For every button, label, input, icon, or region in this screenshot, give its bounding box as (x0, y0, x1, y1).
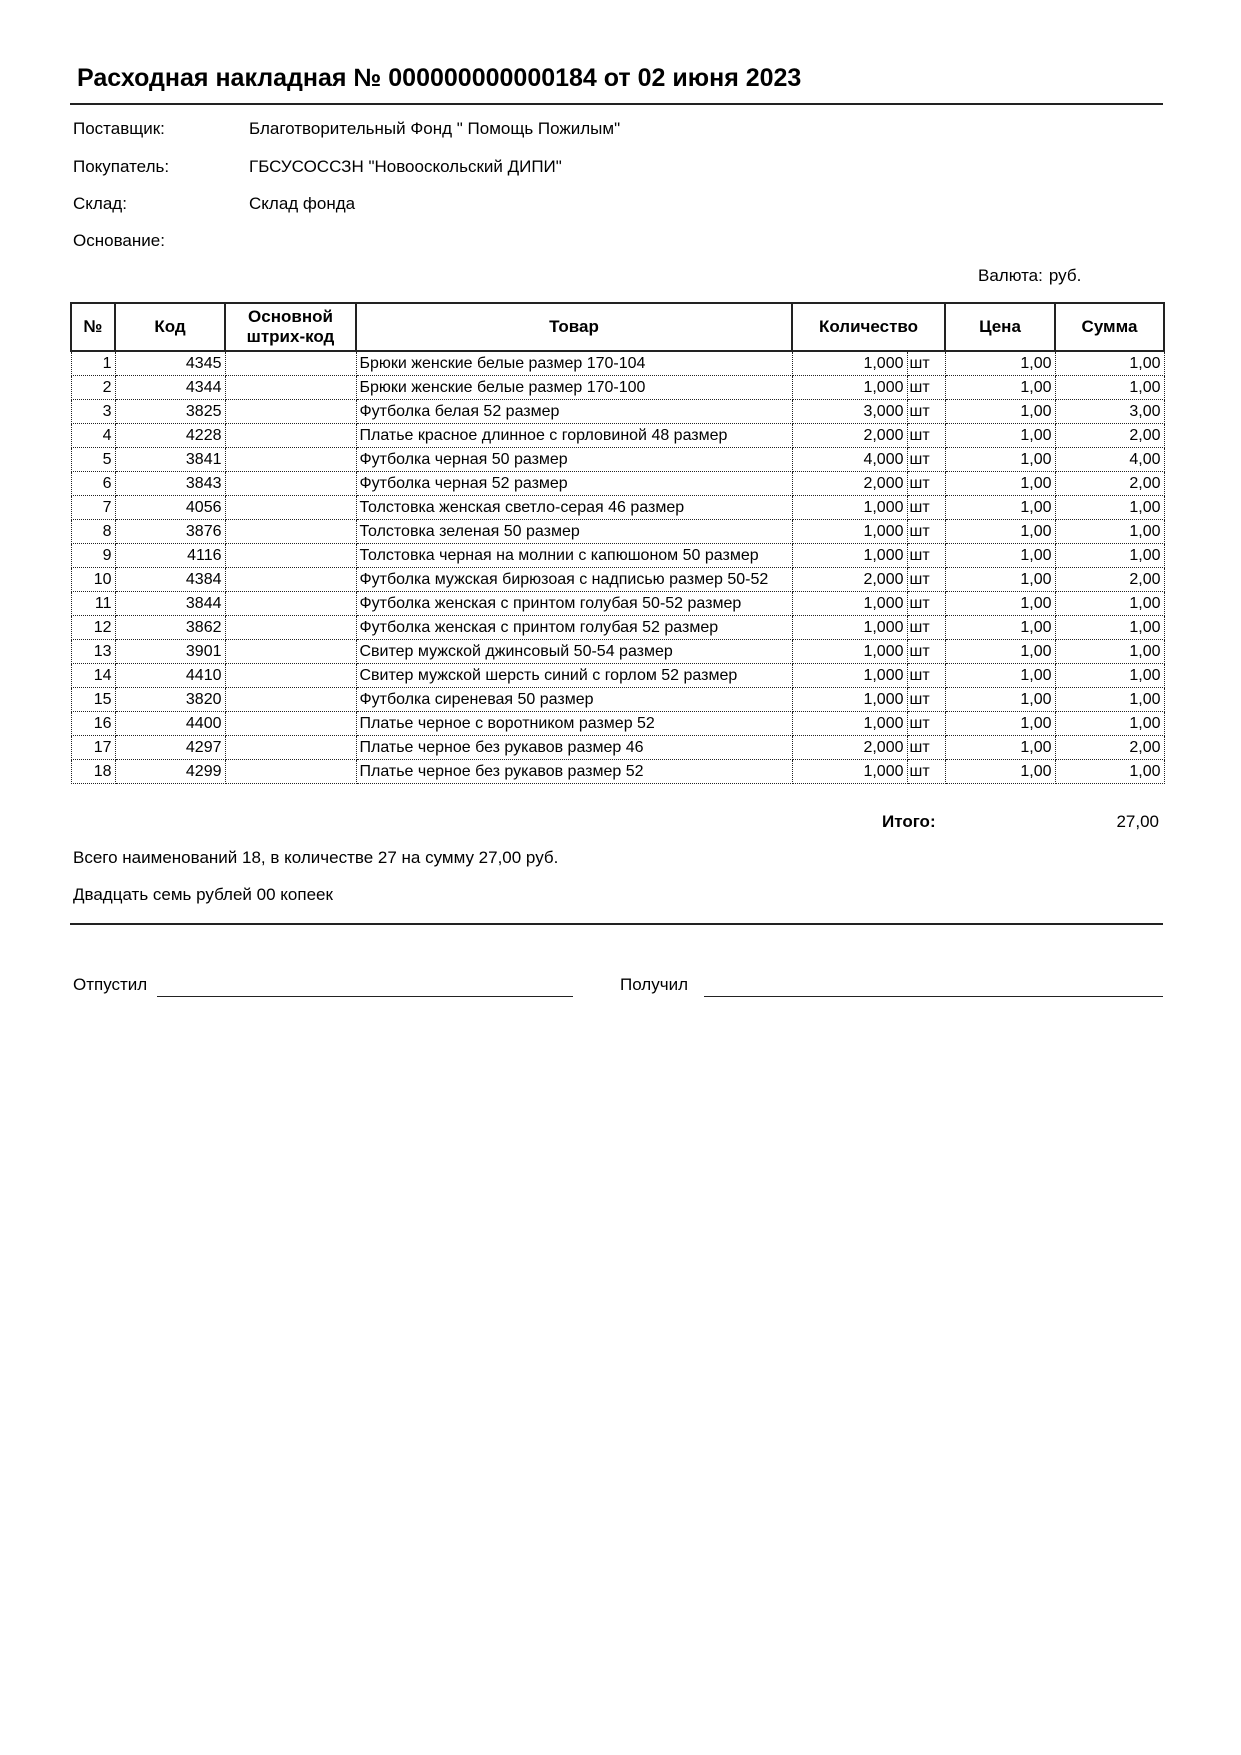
cell-barcode (225, 592, 356, 616)
header-product: Товар (356, 303, 792, 351)
buyer-value: ГБСУСОССЗН "Новооскольский ДИПИ" (249, 157, 562, 176)
cell-unit: шт (907, 400, 945, 424)
cell-unit: шт (907, 376, 945, 400)
cell-price: 1,00 (945, 351, 1055, 376)
table-row (71, 376, 1164, 400)
cell-code: 4400 (115, 712, 225, 736)
cell-sum: 2,00 (1055, 736, 1164, 760)
cell-sum: 2,00 (1055, 472, 1164, 496)
cell-num: 11 (71, 592, 115, 616)
cell-sum: 1,00 (1055, 351, 1164, 376)
received-by-label: Получил (620, 975, 688, 994)
cell-product: Футболка черная 52 размер (356, 472, 792, 496)
cell-quantity: 1,000 (792, 544, 907, 568)
cell-code: 3820 (115, 688, 225, 712)
cell-sum: 1,00 (1055, 520, 1164, 544)
cell-quantity: 2,000 (792, 568, 907, 592)
table-row (71, 544, 1164, 568)
cell-product: Футболка сиреневая 50 размер (356, 688, 792, 712)
amount-in-words: Двадцать семь рублей 00 копеек (73, 885, 333, 904)
cell-product: Толстовка черная на молнии с капюшоном 50 размер (356, 544, 792, 568)
cell-unit: шт (907, 448, 945, 472)
header-price: Цена (945, 303, 1055, 351)
total-label: Итого: (882, 812, 936, 831)
cell-unit: шт (907, 664, 945, 688)
basis-label: Основание: (73, 231, 165, 250)
cell-unit: шт (907, 351, 945, 376)
released-by-signature-line (157, 996, 573, 997)
cell-price: 1,00 (945, 712, 1055, 736)
cell-quantity: 1,000 (792, 712, 907, 736)
cell-num: 17 (71, 736, 115, 760)
cell-unit: шт (907, 568, 945, 592)
header-barcode: Основной штрих-код (225, 303, 356, 351)
cell-product: Брюки женские белые размер 170-104 (356, 351, 792, 376)
table-row (71, 448, 1164, 472)
cell-product: Платье красное длинное с горловиной 48 размер (356, 424, 792, 448)
cell-barcode (225, 760, 356, 784)
cell-price: 1,00 (945, 664, 1055, 688)
table-header-row (71, 303, 1164, 351)
table-row (71, 640, 1164, 664)
table-row (71, 664, 1164, 688)
cell-num: 7 (71, 496, 115, 520)
table-row (71, 760, 1164, 784)
cell-code: 3901 (115, 640, 225, 664)
cell-sum: 1,00 (1055, 664, 1164, 688)
cell-unit: шт (907, 544, 945, 568)
header-sum: Сумма (1055, 303, 1164, 351)
table-row (71, 592, 1164, 616)
cell-barcode (225, 496, 356, 520)
buyer-label: Покупатель: (73, 157, 170, 176)
cell-code: 4056 (115, 496, 225, 520)
cell-sum: 1,00 (1055, 496, 1164, 520)
cell-product: Свитер мужской джинсовый 50-54 размер (356, 640, 792, 664)
cell-barcode (225, 664, 356, 688)
cell-sum: 1,00 (1055, 712, 1164, 736)
document-title: Расходная накладная № 000000000000184 от 02 июня 2023 (77, 64, 802, 92)
cell-barcode (225, 712, 356, 736)
cell-code: 4299 (115, 760, 225, 784)
cell-sum: 1,00 (1055, 376, 1164, 400)
cell-barcode (225, 688, 356, 712)
cell-quantity: 1,000 (792, 664, 907, 688)
cell-sum: 3,00 (1055, 400, 1164, 424)
warehouse-value: Склад фонда (249, 194, 356, 213)
cell-quantity: 1,000 (792, 592, 907, 616)
cell-code: 4116 (115, 544, 225, 568)
footer-divider (70, 923, 1163, 925)
title-divider (70, 103, 1163, 105)
cell-quantity: 1,000 (792, 616, 907, 640)
cell-price: 1,00 (945, 544, 1055, 568)
cell-price: 1,00 (945, 592, 1055, 616)
table-row (71, 688, 1164, 712)
cell-code: 3862 (115, 616, 225, 640)
cell-price: 1,00 (945, 736, 1055, 760)
cell-sum: 1,00 (1055, 544, 1164, 568)
cell-code: 3876 (115, 520, 225, 544)
cell-unit: шт (907, 472, 945, 496)
currency-label: Валюта: (978, 266, 1043, 285)
cell-barcode (225, 616, 356, 640)
cell-barcode (225, 400, 356, 424)
table-row (71, 736, 1164, 760)
cell-code: 4384 (115, 568, 225, 592)
cell-product: Толстовка зеленая 50 размер (356, 520, 792, 544)
cell-sum: 1,00 (1055, 688, 1164, 712)
cell-num: 1 (71, 351, 115, 376)
cell-unit: шт (907, 424, 945, 448)
cell-barcode (225, 376, 356, 400)
supplier-label: Поставщик: (73, 119, 165, 138)
cell-quantity: 2,000 (792, 736, 907, 760)
cell-price: 1,00 (945, 424, 1055, 448)
cell-quantity: 4,000 (792, 448, 907, 472)
header-quantity: Количество (792, 303, 945, 351)
released-by-label: Отпустил (73, 975, 148, 994)
cell-code: 4297 (115, 736, 225, 760)
cell-sum: 1,00 (1055, 640, 1164, 664)
table-row (71, 496, 1164, 520)
cell-barcode (225, 351, 356, 376)
cell-barcode (225, 736, 356, 760)
cell-quantity: 1,000 (792, 520, 907, 544)
cell-unit: шт (907, 760, 945, 784)
cell-num: 4 (71, 424, 115, 448)
cell-num: 6 (71, 472, 115, 496)
cell-product: Футболка женская с принтом голубая 50-52 размер (356, 592, 792, 616)
cell-product: Футболка черная 50 размер (356, 448, 792, 472)
warehouse-label: Склад: (73, 194, 127, 213)
table-row (71, 616, 1164, 640)
cell-price: 1,00 (945, 472, 1055, 496)
table-row (71, 424, 1164, 448)
summary-line: Всего наименований 18, в количестве 27 на сумму 27,00 руб. (73, 848, 559, 867)
cell-num: 3 (71, 400, 115, 424)
cell-unit: шт (907, 616, 945, 640)
cell-unit: шт (907, 592, 945, 616)
cell-price: 1,00 (945, 520, 1055, 544)
cell-num: 5 (71, 448, 115, 472)
received-by-signature-line (704, 996, 1163, 997)
cell-barcode (225, 544, 356, 568)
cell-sum: 4,00 (1055, 448, 1164, 472)
cell-price: 1,00 (945, 448, 1055, 472)
cell-code: 4228 (115, 424, 225, 448)
currency-value: руб. (1048, 266, 1082, 285)
cell-num: 10 (71, 568, 115, 592)
cell-unit: шт (907, 496, 945, 520)
cell-code: 3844 (115, 592, 225, 616)
cell-sum: 2,00 (1055, 424, 1164, 448)
cell-price: 1,00 (945, 496, 1055, 520)
cell-num: 13 (71, 640, 115, 664)
cell-num: 9 (71, 544, 115, 568)
cell-num: 12 (71, 616, 115, 640)
cell-barcode (225, 448, 356, 472)
cell-quantity: 1,000 (792, 688, 907, 712)
cell-unit: шт (907, 688, 945, 712)
supplier-value: Благотворительный Фонд " Помощь Пожилым" (249, 119, 621, 138)
cell-barcode (225, 424, 356, 448)
cell-barcode (225, 640, 356, 664)
items-table (70, 302, 1165, 784)
cell-product: Футболка женская с принтом голубая 52 размер (356, 616, 792, 640)
cell-price: 1,00 (945, 760, 1055, 784)
cell-code: 3843 (115, 472, 225, 496)
currency (978, 266, 1081, 286)
cell-quantity: 2,000 (792, 472, 907, 496)
cell-product: Толстовка женская светло-серая 46 размер (356, 496, 792, 520)
cell-quantity: 1,000 (792, 376, 907, 400)
cell-price: 1,00 (945, 400, 1055, 424)
table-row (71, 400, 1164, 424)
cell-num: 18 (71, 760, 115, 784)
cell-product: Футболка белая 52 размер (356, 400, 792, 424)
cell-num: 15 (71, 688, 115, 712)
cell-barcode (225, 472, 356, 496)
total-value: 27,00 (1116, 812, 1159, 831)
cell-price: 1,00 (945, 568, 1055, 592)
cell-price: 1,00 (945, 376, 1055, 400)
cell-unit: шт (907, 640, 945, 664)
cell-code: 4345 (115, 351, 225, 376)
cell-code: 3841 (115, 448, 225, 472)
cell-sum: 1,00 (1055, 616, 1164, 640)
cell-price: 1,00 (945, 640, 1055, 664)
table-row (71, 712, 1164, 736)
cell-code: 4410 (115, 664, 225, 688)
table-row (71, 520, 1164, 544)
cell-sum: 1,00 (1055, 592, 1164, 616)
cell-quantity: 1,000 (792, 496, 907, 520)
cell-code: 3825 (115, 400, 225, 424)
cell-unit: шт (907, 520, 945, 544)
cell-num: 8 (71, 520, 115, 544)
cell-quantity: 1,000 (792, 640, 907, 664)
cell-unit: шт (907, 712, 945, 736)
cell-product: Футболка мужская бирюзоая с надписью размер 50-52 (356, 568, 792, 592)
cell-barcode (225, 568, 356, 592)
table-row (71, 472, 1164, 496)
header-code: Код (115, 303, 225, 351)
cell-num: 14 (71, 664, 115, 688)
cell-product: Брюки женские белые размер 170-100 (356, 376, 792, 400)
cell-quantity: 1,000 (792, 351, 907, 376)
cell-barcode (225, 520, 356, 544)
cell-quantity: 3,000 (792, 400, 907, 424)
cell-unit: шт (907, 736, 945, 760)
cell-product: Платье черное без рукавов размер 46 (356, 736, 792, 760)
table-row (71, 351, 1164, 376)
cell-product: Платье черное без рукавов размер 52 (356, 760, 792, 784)
cell-quantity: 2,000 (792, 424, 907, 448)
cell-code: 4344 (115, 376, 225, 400)
cell-num: 2 (71, 376, 115, 400)
cell-sum: 2,00 (1055, 568, 1164, 592)
cell-quantity: 1,000 (792, 760, 907, 784)
table-row (71, 568, 1164, 592)
header-num: № (71, 303, 115, 351)
cell-sum: 1,00 (1055, 760, 1164, 784)
cell-price: 1,00 (945, 688, 1055, 712)
cell-price: 1,00 (945, 616, 1055, 640)
cell-product: Платье черное с воротником размер 52 (356, 712, 792, 736)
cell-num: 16 (71, 712, 115, 736)
cell-product: Свитер мужской шерсть синий с горлом 52 размер (356, 664, 792, 688)
